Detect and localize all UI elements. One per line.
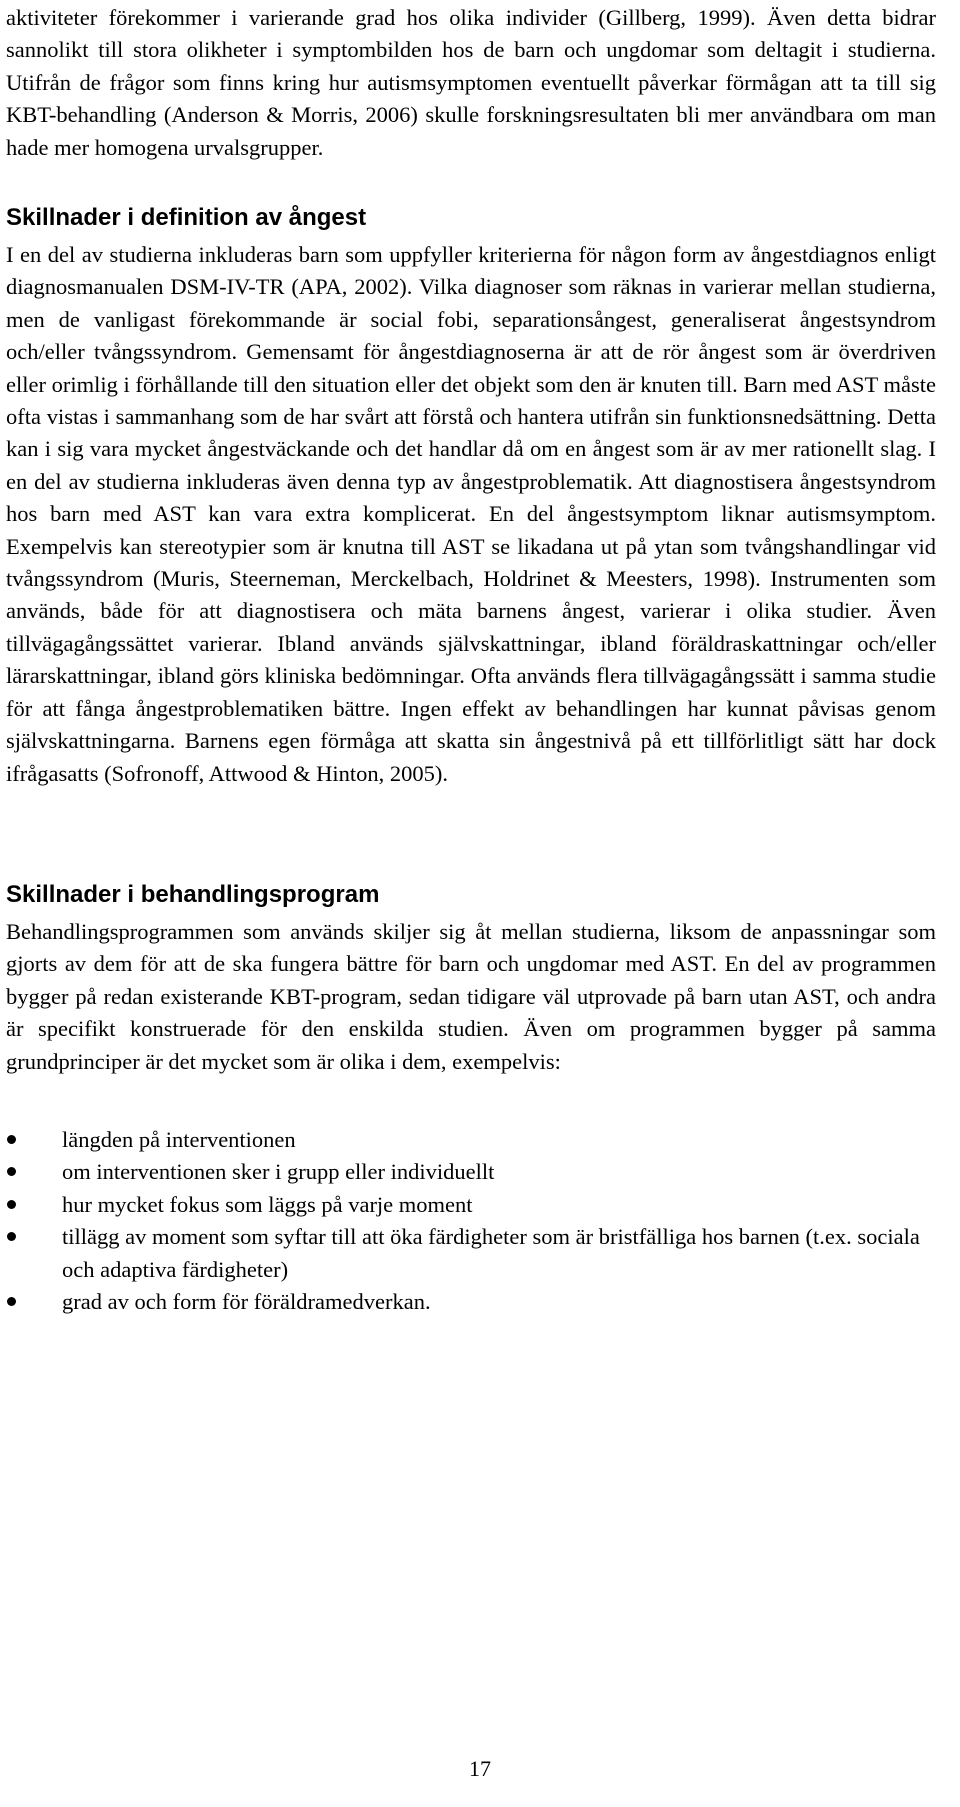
bullet-icon xyxy=(7,1297,16,1306)
section-heading-anxiety-definition: Skillnader i definition av ångest xyxy=(6,204,367,231)
intro-paragraph: aktiviteter förekommer i varierande grad hos olika individer (Gillberg, 1999). Även detta bidrar sannolikt till stora olikheter i symptombilden hos de barn och ungdomar som deltagit i studierna. Utifrån de frågor som finns kring hur autismsymptomen eventuellt påverkar förmågan att ta till sig KBT-behandling (Anderson & Morris, 2006) skulle forskningsresultaten bli mer användbara om man hade mer homogena urvalsgrupper. xyxy=(6,5,936,160)
bullet-icon xyxy=(7,1232,16,1241)
list-item: om interventionen sker i grupp eller individuellt xyxy=(0,1156,940,1188)
list-item: tillägg av moment som syftar till att öka färdigheter som är bristfälliga hos barnen (t.ex. sociala och adaptiva färdigheter) xyxy=(0,1221,940,1286)
differences-list xyxy=(0,1124,940,1318)
anxiety-definition-paragraph: I en del av studierna inkluderas barn som uppfyller kriterierna för någon form av ångestdiagnos enligt diagnosmanualen DSM-IV-TR (APA, 2002). Vilka diagnoser som räknas in varierar mellan studierna, men de vanligast förekommande är social fobi, separationsångest, generaliserat ångestsyndrom och/eller tvångssyndrom. Gemensamt för ångestdiagnoserna är att de rör ångest som är överdriven eller orimlig i förhållande till den situation eller det objekt som den är knuten till. Barn med AST måste ofta vistas i sammanhang som de har svårt att förstå och hantera utifrån sin funktionsnedsättning. Detta kan i sig vara mycket ångestväckande och det handlar då om en ångest som är av mer rationellt slag. I en del av studierna inkluderas även denna typ av ångestproblematik. Att diagnostisera ångestsyndrom hos barn med AST kan vara extra komplicerat. En del ångestsymptom liknar autismsymptom. Exempelvis kan stereotypier som är knutna till AST se likadana ut på ytan som tvångshandlingar vid tvångssyndrom (Muris, Steerneman, Merckelbach, Holdrinet & Meesters, 1998). Instrumenten som används, både för att diagnostisera och mäta barnens ångest, varierar i olika studier. Även tillvägagångssättet varierar. Ibland används självskattningar, ibland föräldraskattningar och/eller lärarskattningar, ibland görs kliniska bedömningar. Ofta används flera tillvägagångssätt i samma studie för att fånga ångestproblematiken bättre. Ingen effekt av behandlingen har kunnat påvisas genom självskattningarna. Barnens egen förmåga att skatta sin ångestnivå på ett tillförlitligt sätt har dock ifrågasatts (Sofronoff, Attwood & Hinton, 2005). xyxy=(6,242,937,786)
treatment-programs-paragraph: Behandlingsprogrammen som används skiljer sig åt mellan studierna, liksom de anpassningar som gjorts av dem för att de ska fungera bättre för barn och ungdomar med AST. En del av programmen bygger på redan existerande KBT-program, sedan tidigare väl utprovade på barn utan AST, och andra är specifikt konstruerade för den enskilda studien. Även om programmen bygger på samma grundprinciper är det mycket som är olika i dem, exempelvis: xyxy=(6,919,936,1074)
list-item: längden på interventionen xyxy=(0,1124,940,1156)
list-item: grad av och form för föräldramedverkan. xyxy=(0,1286,940,1318)
page-number: 17 xyxy=(469,1756,491,1781)
bullet-icon xyxy=(7,1200,16,1209)
section-heading-treatment-programs: Skillnader i behandlingsprogram xyxy=(6,881,380,908)
bullet-icon xyxy=(7,1135,16,1144)
list-item: hur mycket fokus som läggs på varje moment xyxy=(0,1189,940,1221)
bullet-icon xyxy=(7,1167,16,1176)
